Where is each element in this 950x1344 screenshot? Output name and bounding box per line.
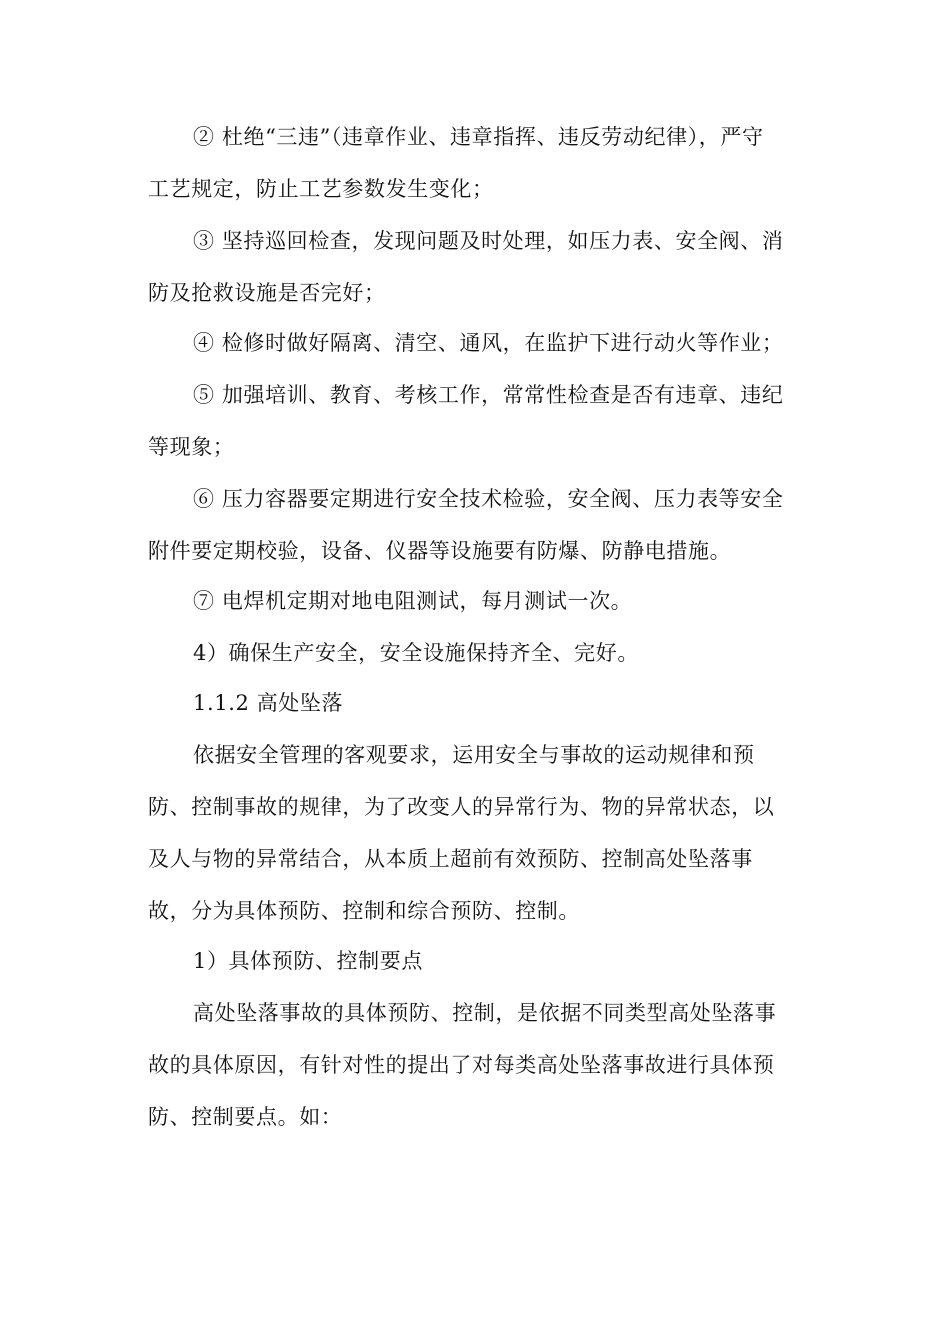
paragraph-item-4: 4）确保生产安全，安全设施保持齐全、完好。 bbox=[193, 641, 639, 665]
paragraph2-line-3: 防、控制要点。如： bbox=[148, 1105, 343, 1129]
list-item-2-line-2: 工艺规定，防止工艺参数发生变化； bbox=[148, 177, 494, 201]
paragraph-line-1: 依据安全管理的客观要求，运用安全与事故的运动规律和预 bbox=[193, 743, 755, 767]
subsection-heading: 1）具体预防、控制要点 bbox=[193, 949, 423, 973]
list-item-2-line-1: ② 杜绝“三违”（违章作业、违章指挥、违反劳动纪律），严守 bbox=[193, 125, 764, 149]
paragraph2-line-2: 故的具体原因，有针对性的提出了对每类高处坠落事故进行具体预 bbox=[148, 1053, 775, 1077]
list-item-3-line-2: 防及抢救设施是否完好； bbox=[148, 281, 386, 305]
list-item-7: ⑦ 电焊机定期对地电阻测试，每月测试一次。 bbox=[193, 589, 633, 613]
paragraph-line-4: 故，分为具体预防、控制和综合预防、控制。 bbox=[148, 899, 580, 923]
list-item-5-line-1: ⑤ 加强培训、教育、考核工作，常常性检查是否有违章、违纪 bbox=[193, 383, 784, 407]
list-item-3-line-1: ③ 坚持巡回检查，发现问题及时处理，如压力表、安全阀、消 bbox=[193, 229, 784, 253]
list-item-6-line-1: ⑥ 压力容器要定期进行安全技术检验，安全阀、压力表等安全 bbox=[193, 487, 784, 511]
paragraph-line-2: 防、控制事故的规律，为了改变人的异常行为、物的异常状态，以 bbox=[148, 795, 775, 819]
paragraph-line-3: 及人与物的异常结合，从本质上超前有效预防、控制高处坠落事 bbox=[148, 847, 753, 871]
section-heading: 1.1.2 高处坠落 bbox=[193, 691, 344, 715]
paragraph2-line-1: 高处坠落事故的具体预防、控制，是依据不同类型高处坠落事 bbox=[193, 1001, 777, 1025]
list-item-4: ④ 检修时做好隔离、清空、通风，在监护下进行动火等作业； bbox=[193, 331, 784, 355]
list-item-6-line-2: 附件要定期校验，设备、仪器等设施要有防爆、防静电措施。 bbox=[148, 539, 732, 563]
list-item-5-line-2: 等现象； bbox=[148, 435, 235, 459]
